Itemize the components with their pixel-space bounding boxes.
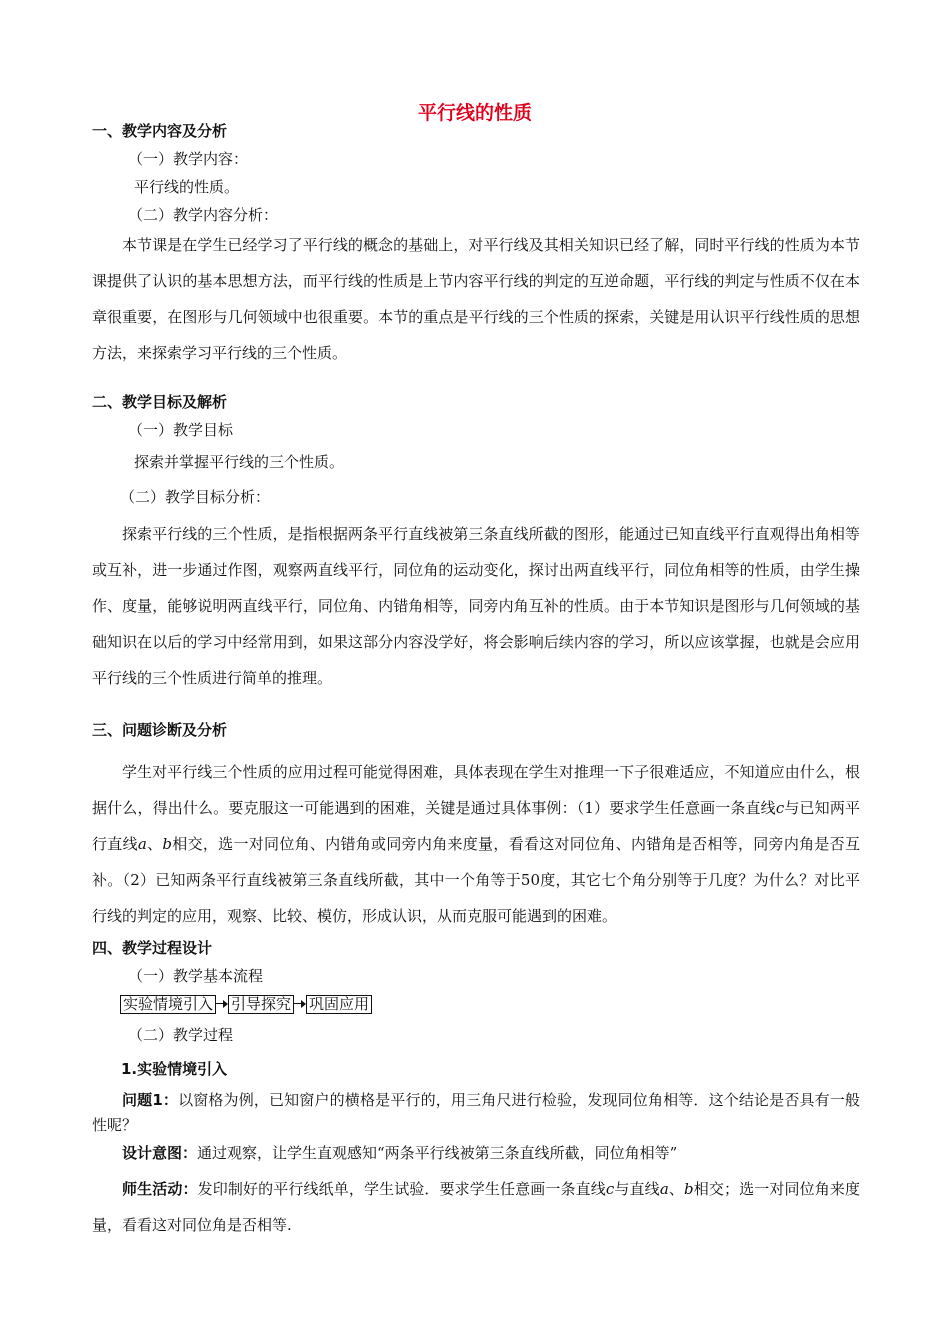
flow-step-1: 实验情境引入 <box>120 995 216 1014</box>
question-1-paragraph <box>92 1088 860 1138</box>
variable-c: c <box>775 799 785 817</box>
teaching-flowchart <box>120 994 372 1014</box>
problem-text-1: 学生对平行线三个性质的应用过程可能觉得困难，具体表现在学生对推理一下子很难适应，不知道应由什么，根据什么，得出什么。要克服这一可能遇到的困难，关键是通过具体事例：（1）要求学生任意画一条直线 <box>92 763 860 817</box>
activity-text-1: 发印制好的平行线纸单，学生试验．要求学生任意画一条直线 <box>197 1180 606 1198</box>
activity-label: 师生活动： <box>122 1180 198 1198</box>
section-heading-4: 四、教学过程设计 <box>92 939 213 957</box>
activity-variable-a: a <box>659 1180 669 1198</box>
flow-step-2: 引导探究 <box>228 995 294 1014</box>
problem-text-2: 与已知两平行直线 <box>92 799 860 853</box>
section-heading-3: 三、问题诊断及分析 <box>92 721 228 739</box>
section-heading-1: 一、教学内容及分析 <box>92 122 228 140</box>
document-title: 平行线的性质 <box>417 102 532 124</box>
variable-a: a <box>137 835 147 853</box>
activity-sep: 、 <box>668 1180 685 1198</box>
step-heading-1: 1.实验情境引入 <box>121 1060 228 1078</box>
problem-diagnosis-paragraph <box>92 754 860 934</box>
design-intent-text: 通过观察，让学生直观感知“两条平行线被第三条直线所截，同位角相等” <box>197 1144 678 1162</box>
activity-paragraph <box>92 1171 860 1243</box>
activity-text-2: 与直线 <box>614 1180 660 1198</box>
subheading-content: （一）教学内容： <box>128 150 249 168</box>
question-1-text: 以窗格为例，已知窗户的横格是平行的，用三角尺进行检验，发现同位角相等．这个结论是否具有一般性呢？ <box>92 1091 861 1134</box>
flow-step-3: 巩固应用 <box>306 995 372 1014</box>
subheading-content-analysis: （二）教学内容分析： <box>128 206 279 224</box>
section-heading-2: 二、教学目标及解析 <box>92 393 228 411</box>
subheading-basic-flow: （一）教学基本流程 <box>128 967 264 985</box>
problem-text-3: 、 <box>146 835 163 853</box>
variable-b: b <box>162 835 173 853</box>
goal-analysis-paragraph: 探索平行线的三个性质，是指根据两条平行直线被第三条直线所截的图形，能通过已知直线平行直观得出角相等或互补，进一步通过作图，观察两直线平行，同位角的运动变化，探讨出两直线平行，同位角相等的性质，由学生操作、度量，能够说明两直线平行，同位角、内错角相等，同旁内角互补的性质。由于本节知识是图形与几何领域的基础知识在以后的学习中经常用到，如果这部分内容没学好，将会影响后续内容的学习，所以应该掌握，也就是会应用平行线的三个性质进行简单的推理。 <box>92 525 860 687</box>
activity-variable-b: b <box>684 1180 694 1198</box>
goal-text: 探索并掌握平行线的三个性质。 <box>134 453 345 471</box>
question-1-label: 问题1： <box>122 1091 179 1109</box>
subheading-goal-analysis: （二）教学目标分析： <box>120 488 271 506</box>
flow-arrow-icon <box>216 994 228 1014</box>
activity-variable-c: c <box>605 1180 615 1198</box>
design-intent-paragraph <box>92 1141 860 1166</box>
subheading-goal: （一）教学目标 <box>128 421 234 439</box>
content-analysis-paragraph: 本节课是在学生已经学习了平行线的概念的基础上，对平行线及其相关知识已经了解，同时平行线的性质为本节课提供了认识的基本思想方法，而平行线的性质是上节内容平行线的判定的互逆命题，平行线的判定与性质不仅在本章很重要，在图形与几何领域中也很重要。本节的重点是平行线的三个性质的探索，关键是用认识平行线性质的思想方法，来探索学习平行线的三个性质。 <box>92 236 860 362</box>
flow-arrow-icon <box>294 994 306 1014</box>
problem-text-4: 相交，选一对同位角、内错角或同旁内角来度量，看看这对同位角、内错角是否相等，同旁内角是否互补。（2）已知两条平行直线被第三条直线所截，其中一个角等于50度，其它七个角分别等于几度？为什么？对比平行线的判定的应用，观察、比较、模仿，形成认识，从而克服可能遇到的困难。 <box>92 835 860 925</box>
subheading-teaching-process: （二）教学过程 <box>128 1026 234 1044</box>
design-intent-label: 设计意图： <box>122 1144 198 1162</box>
activity-text-3: 相交；选一对同位角来度量，看看这对同位角是否相等. <box>92 1180 860 1234</box>
content-text: 平行线的性质。 <box>134 178 240 196</box>
